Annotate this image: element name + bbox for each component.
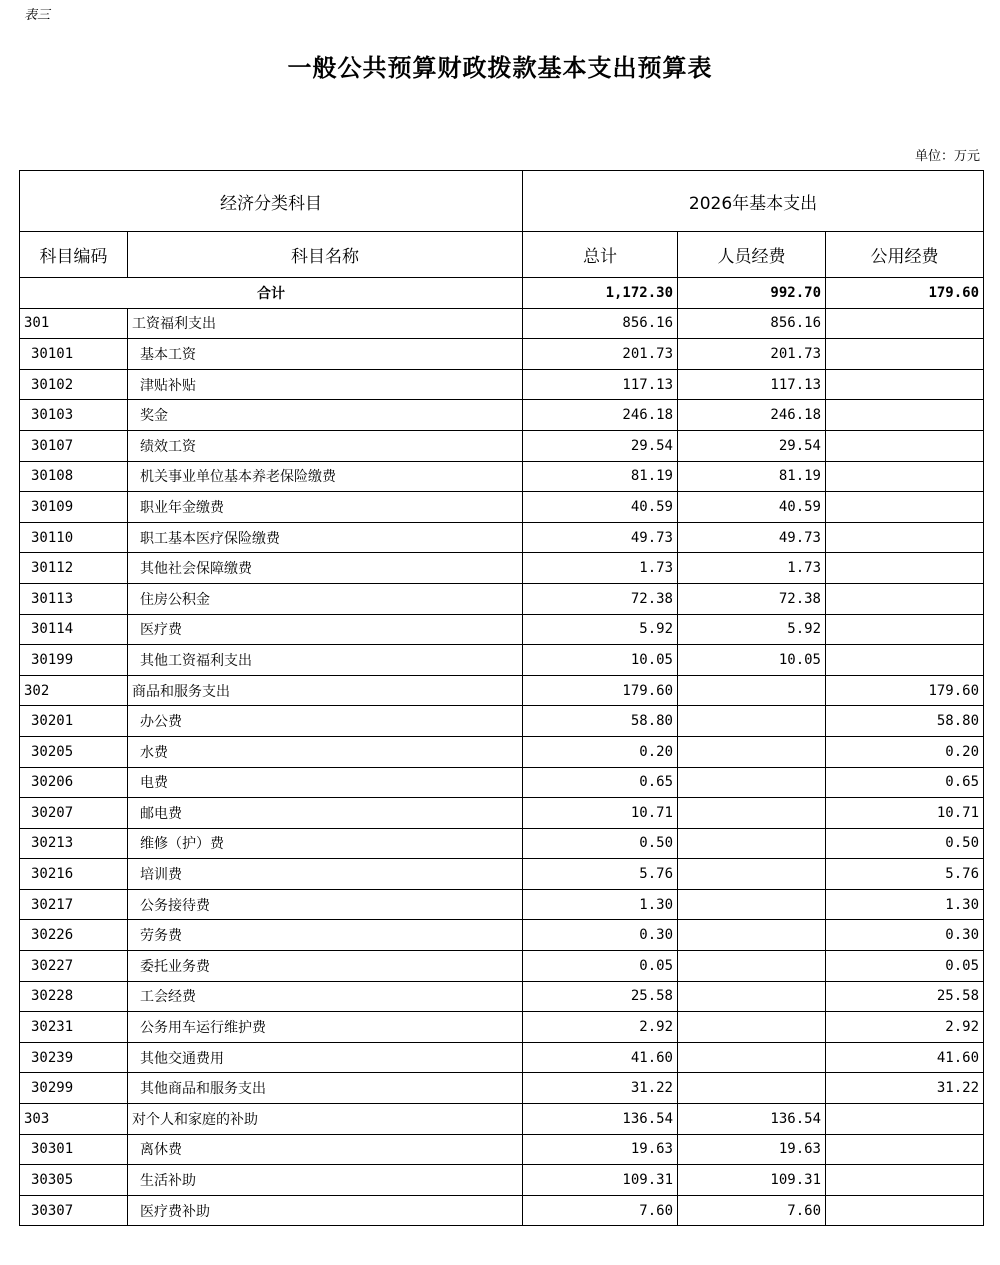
row-code-cell: 30107 [20, 430, 128, 461]
row-personnel-cell: 72.38 [678, 583, 826, 614]
row-public-cell [826, 461, 984, 492]
row-personnel-cell: 7.60 [678, 1195, 826, 1226]
row-code-cell: 30114 [20, 614, 128, 645]
row-personnel-cell [678, 1012, 826, 1043]
total-row [20, 278, 984, 309]
row-name-cell: 住房公积金 [128, 583, 523, 614]
row-total-cell: 31.22 [523, 1073, 678, 1104]
row-personnel-cell: 29.54 [678, 430, 826, 461]
total-label: 合计 [20, 278, 523, 309]
row-name-cell: 劳务费 [128, 920, 523, 951]
row-personnel-cell: 1.73 [678, 553, 826, 584]
row-name-cell: 职工基本医疗保险缴费 [128, 522, 523, 553]
row-name-cell: 电费 [128, 767, 523, 798]
row-name-cell: 公务用车运行维护费 [128, 1012, 523, 1043]
table-row [20, 308, 984, 339]
row-total-cell: 19.63 [523, 1134, 678, 1165]
row-name-cell: 培训费 [128, 859, 523, 890]
row-name-cell: 其他工资福利支出 [128, 645, 523, 676]
row-total-cell: 136.54 [523, 1104, 678, 1135]
row-code-cell: 30301 [20, 1134, 128, 1165]
table-row [20, 614, 984, 645]
row-code-cell: 30102 [20, 369, 128, 400]
row-total-cell: 58.80 [523, 706, 678, 737]
header-basic-expenditure: 2026年基本支出 [523, 171, 984, 232]
row-name-cell: 离休费 [128, 1134, 523, 1165]
row-personnel-cell [678, 798, 826, 829]
row-public-cell [826, 1195, 984, 1226]
row-name-cell: 奖金 [128, 400, 523, 431]
row-public-cell [826, 522, 984, 553]
table-row [20, 461, 984, 492]
row-public-cell: 179.60 [826, 675, 984, 706]
row-personnel-cell [678, 767, 826, 798]
row-personnel-cell: 49.73 [678, 522, 826, 553]
table-row [20, 951, 984, 982]
row-code-cell: 30113 [20, 583, 128, 614]
row-code-cell: 30213 [20, 828, 128, 859]
row-code-cell: 30228 [20, 981, 128, 1012]
row-total-cell: 40.59 [523, 492, 678, 523]
row-public-cell [826, 645, 984, 676]
row-personnel-cell: 19.63 [678, 1134, 826, 1165]
table-row [20, 828, 984, 859]
row-personnel-cell: 40.59 [678, 492, 826, 523]
table-row [20, 583, 984, 614]
row-total-cell: 72.38 [523, 583, 678, 614]
row-public-cell: 31.22 [826, 1073, 984, 1104]
row-public-cell: 0.65 [826, 767, 984, 798]
table-row [20, 492, 984, 523]
row-total-cell: 0.65 [523, 767, 678, 798]
page-title: 一般公共预算财政拨款基本支出预算表 [287, 53, 713, 82]
row-total-cell: 179.60 [523, 675, 678, 706]
row-public-cell [826, 1134, 984, 1165]
row-code-cell: 30227 [20, 951, 128, 982]
row-total-cell: 25.58 [523, 981, 678, 1012]
row-code-cell: 30307 [20, 1195, 128, 1226]
row-total-cell: 10.05 [523, 645, 678, 676]
total-cell-total: 1,172.30 [523, 278, 678, 309]
row-code-cell: 30108 [20, 461, 128, 492]
row-total-cell: 0.30 [523, 920, 678, 951]
row-personnel-cell [678, 706, 826, 737]
table-row [20, 1134, 984, 1165]
row-name-cell: 基本工资 [128, 339, 523, 370]
row-public-cell [826, 308, 984, 339]
row-public-cell: 0.05 [826, 951, 984, 982]
row-code-cell: 30217 [20, 889, 128, 920]
row-personnel-cell: 5.92 [678, 614, 826, 645]
row-name-cell: 办公费 [128, 706, 523, 737]
row-name-cell: 医疗费 [128, 614, 523, 645]
row-code-cell: 30110 [20, 522, 128, 553]
row-public-cell: 58.80 [826, 706, 984, 737]
row-personnel-cell: 246.18 [678, 400, 826, 431]
header-row-group [20, 171, 984, 232]
row-personnel-cell [678, 920, 826, 951]
row-public-cell [826, 553, 984, 584]
header-economic-category: 经济分类科目 [20, 171, 523, 232]
row-public-cell: 0.30 [826, 920, 984, 951]
row-personnel-cell [678, 675, 826, 706]
row-public-cell [826, 339, 984, 370]
table-row [20, 675, 984, 706]
row-personnel-cell [678, 889, 826, 920]
row-total-cell: 201.73 [523, 339, 678, 370]
row-name-cell: 维修（护）费 [128, 828, 523, 859]
column-header-personnel: 人员经费 [678, 232, 826, 278]
header-row-columns [20, 232, 984, 278]
row-name-cell: 机关事业单位基本养老保险缴费 [128, 461, 523, 492]
row-personnel-cell: 10.05 [678, 645, 826, 676]
row-name-cell: 其他社会保障缴费 [128, 553, 523, 584]
row-name-cell: 商品和服务支出 [128, 675, 523, 706]
row-code-cell: 301 [20, 308, 128, 339]
row-personnel-cell [678, 1073, 826, 1104]
column-header-name: 科目名称 [128, 232, 523, 278]
row-name-cell: 水费 [128, 736, 523, 767]
table-row [20, 981, 984, 1012]
row-public-cell: 2.92 [826, 1012, 984, 1043]
row-public-cell [826, 492, 984, 523]
table-row [20, 1073, 984, 1104]
row-name-cell: 津贴补贴 [128, 369, 523, 400]
table-number-label: 表三 [24, 8, 51, 23]
row-name-cell: 生活补助 [128, 1165, 523, 1196]
row-code-cell: 302 [20, 675, 128, 706]
row-code-cell: 30112 [20, 553, 128, 584]
table-row [20, 1104, 984, 1135]
table-row [20, 369, 984, 400]
table-row [20, 1165, 984, 1196]
row-code-cell: 30207 [20, 798, 128, 829]
row-total-cell: 7.60 [523, 1195, 678, 1226]
row-public-cell [826, 583, 984, 614]
row-public-cell: 10.71 [826, 798, 984, 829]
row-name-cell: 绩效工资 [128, 430, 523, 461]
table-row [20, 645, 984, 676]
unit-label: 单位：万元 [914, 149, 980, 164]
table-row [20, 339, 984, 370]
row-code-cell: 30101 [20, 339, 128, 370]
row-name-cell: 工资福利支出 [128, 308, 523, 339]
row-total-cell: 0.05 [523, 951, 678, 982]
table-row [20, 400, 984, 431]
row-personnel-cell: 136.54 [678, 1104, 826, 1135]
row-code-cell: 30216 [20, 859, 128, 890]
row-total-cell: 0.50 [523, 828, 678, 859]
table-row [20, 736, 984, 767]
budget-table [19, 170, 984, 1226]
row-name-cell: 委托业务费 [128, 951, 523, 982]
row-personnel-cell [678, 736, 826, 767]
row-public-cell: 25.58 [826, 981, 984, 1012]
row-total-cell: 29.54 [523, 430, 678, 461]
row-total-cell: 117.13 [523, 369, 678, 400]
row-total-cell: 0.20 [523, 736, 678, 767]
row-code-cell: 30299 [20, 1073, 128, 1104]
row-total-cell: 49.73 [523, 522, 678, 553]
row-total-cell: 246.18 [523, 400, 678, 431]
row-total-cell: 10.71 [523, 798, 678, 829]
row-name-cell: 职业年金缴费 [128, 492, 523, 523]
row-code-cell: 30305 [20, 1165, 128, 1196]
row-total-cell: 5.92 [523, 614, 678, 645]
row-total-cell: 856.16 [523, 308, 678, 339]
table-row [20, 889, 984, 920]
row-public-cell [826, 430, 984, 461]
total-cell-personnel: 992.70 [678, 278, 826, 309]
row-personnel-cell [678, 859, 826, 890]
total-cell-public: 179.60 [826, 278, 984, 309]
row-public-cell [826, 400, 984, 431]
column-header-total: 总计 [523, 232, 678, 278]
row-personnel-cell [678, 1042, 826, 1073]
row-public-cell: 41.60 [826, 1042, 984, 1073]
row-total-cell: 1.30 [523, 889, 678, 920]
row-public-cell [826, 1165, 984, 1196]
row-total-cell: 2.92 [523, 1012, 678, 1043]
row-name-cell: 其他交通费用 [128, 1042, 523, 1073]
table-row [20, 1042, 984, 1073]
row-code-cell: 30239 [20, 1042, 128, 1073]
row-total-cell: 5.76 [523, 859, 678, 890]
row-personnel-cell [678, 951, 826, 982]
table-row [20, 1195, 984, 1226]
row-code-cell: 30231 [20, 1012, 128, 1043]
row-public-cell [826, 614, 984, 645]
row-name-cell: 工会经费 [128, 981, 523, 1012]
table-row [20, 1012, 984, 1043]
row-name-cell: 公务接待费 [128, 889, 523, 920]
row-name-cell: 邮电费 [128, 798, 523, 829]
row-name-cell: 其他商品和服务支出 [128, 1073, 523, 1104]
table-row [20, 706, 984, 737]
row-code-cell: 30109 [20, 492, 128, 523]
row-personnel-cell [678, 981, 826, 1012]
table-row [20, 430, 984, 461]
row-total-cell: 109.31 [523, 1165, 678, 1196]
table-row [20, 920, 984, 951]
row-name-cell: 对个人和家庭的补助 [128, 1104, 523, 1135]
column-header-code: 科目编码 [20, 232, 128, 278]
row-personnel-cell: 81.19 [678, 461, 826, 492]
column-header-public: 公用经费 [826, 232, 984, 278]
table-row [20, 522, 984, 553]
table-row [20, 767, 984, 798]
table-row [20, 859, 984, 890]
row-code-cell: 30201 [20, 706, 128, 737]
row-personnel-cell: 201.73 [678, 339, 826, 370]
row-public-cell [826, 369, 984, 400]
row-public-cell: 1.30 [826, 889, 984, 920]
row-code-cell: 30199 [20, 645, 128, 676]
table-row [20, 553, 984, 584]
row-personnel-cell: 109.31 [678, 1165, 826, 1196]
row-code-cell: 30226 [20, 920, 128, 951]
row-total-cell: 1.73 [523, 553, 678, 584]
row-total-cell: 81.19 [523, 461, 678, 492]
row-code-cell: 30206 [20, 767, 128, 798]
row-personnel-cell: 856.16 [678, 308, 826, 339]
row-public-cell [826, 1104, 984, 1135]
row-personnel-cell: 117.13 [678, 369, 826, 400]
row-code-cell: 30103 [20, 400, 128, 431]
row-total-cell: 41.60 [523, 1042, 678, 1073]
row-code-cell: 303 [20, 1104, 128, 1135]
table-row [20, 798, 984, 829]
row-public-cell: 0.20 [826, 736, 984, 767]
row-code-cell: 30205 [20, 736, 128, 767]
row-public-cell: 0.50 [826, 828, 984, 859]
row-public-cell: 5.76 [826, 859, 984, 890]
row-name-cell: 医疗费补助 [128, 1195, 523, 1226]
row-personnel-cell [678, 828, 826, 859]
